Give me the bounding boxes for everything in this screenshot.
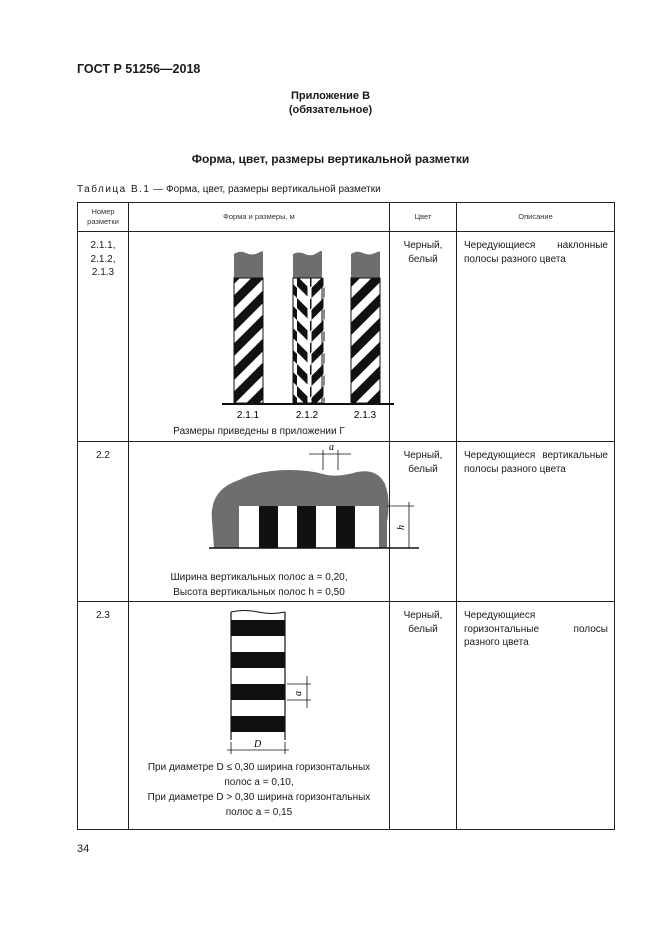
dim-h-label: h xyxy=(396,525,407,530)
table-caption-label: Таблица В.1 xyxy=(77,184,151,195)
figure-cell xyxy=(129,602,390,830)
dim-a-label: a xyxy=(293,691,304,696)
label-2-1-2: 2.1.2 xyxy=(295,410,319,421)
row-number: 2.1.1, 2.1.2, 2.1.3 xyxy=(78,232,129,442)
dim-d-label: D xyxy=(254,739,262,750)
row-number: 2.3 xyxy=(78,602,129,830)
post-2-1-1 xyxy=(234,251,263,403)
figure-note: Размеры приведены в приложении Г xyxy=(173,426,345,437)
table-header-row xyxy=(78,203,615,232)
black-stripe xyxy=(231,716,285,732)
row-color: Черный, белый xyxy=(390,442,457,602)
standard-code: ГОСТ Р 51256—2018 xyxy=(77,62,201,76)
row-description: Чередующиеся наклонные полосы разного цвета xyxy=(457,232,615,442)
figure-note-line: Высота вертикальных полос h = 0,50 xyxy=(173,587,345,598)
black-stripe xyxy=(231,684,285,700)
black-stripe xyxy=(231,620,285,636)
table-row xyxy=(78,442,615,602)
diagonal-stripes-figure xyxy=(129,232,389,422)
post-2-1-3 xyxy=(351,252,380,404)
row-color: Черный, белый xyxy=(390,602,457,830)
row-description: Чередующиеся вертикальные полосы разного цвета xyxy=(457,442,615,602)
appendix-title: Приложение В xyxy=(290,90,371,102)
label-2-1-3: 2.1.3 xyxy=(353,410,377,421)
header-color: Цвет xyxy=(390,203,457,232)
table-caption xyxy=(77,184,381,195)
black-stripe xyxy=(297,506,316,548)
header-shape: Форма и размеры, м xyxy=(129,203,390,232)
table-row xyxy=(78,602,615,830)
figure-cell xyxy=(129,232,390,442)
figure-note-line: полос a = 0,15 xyxy=(225,807,293,818)
post-2-1-2 xyxy=(293,251,325,403)
black-stripe xyxy=(259,506,278,548)
black-stripe xyxy=(231,652,285,668)
figure-note-line: полос a = 0,10, xyxy=(224,777,294,788)
dim-a-label: a xyxy=(329,442,334,453)
section-title: Форма, цвет, размеры вертикальной разметки xyxy=(191,152,470,166)
black-stripe xyxy=(336,506,355,548)
table-caption-text: — Форма, цвет, размеры вертикальной разметки xyxy=(150,184,381,195)
row-color: Черный, белый xyxy=(390,232,457,442)
vertical-stripes-figure xyxy=(129,442,407,564)
header-number: Номер разметки xyxy=(78,203,129,232)
table-row xyxy=(78,232,615,442)
page-number: 34 xyxy=(77,843,90,855)
header-description: Описание xyxy=(457,203,615,232)
figure-note-line: При диаметре D > 0,30 ширина горизонтальных xyxy=(147,792,371,803)
figure-cell xyxy=(129,442,407,602)
row-description: Чередующиеся горизонтальные полосы разного цвета xyxy=(457,602,615,830)
appendix-status: (обязательное) xyxy=(288,104,373,116)
row-number: 2.2 xyxy=(78,442,129,602)
label-2-1-1: 2.1.1 xyxy=(236,410,260,421)
figure-note-line: При диаметре D ≤ 0,30 ширина горизонтальных xyxy=(147,762,371,773)
markings-table xyxy=(77,202,615,830)
figure-note-line: Ширина вертикальных полос a = 0,20, xyxy=(170,572,348,583)
horizontal-stripes-figure xyxy=(129,602,389,754)
